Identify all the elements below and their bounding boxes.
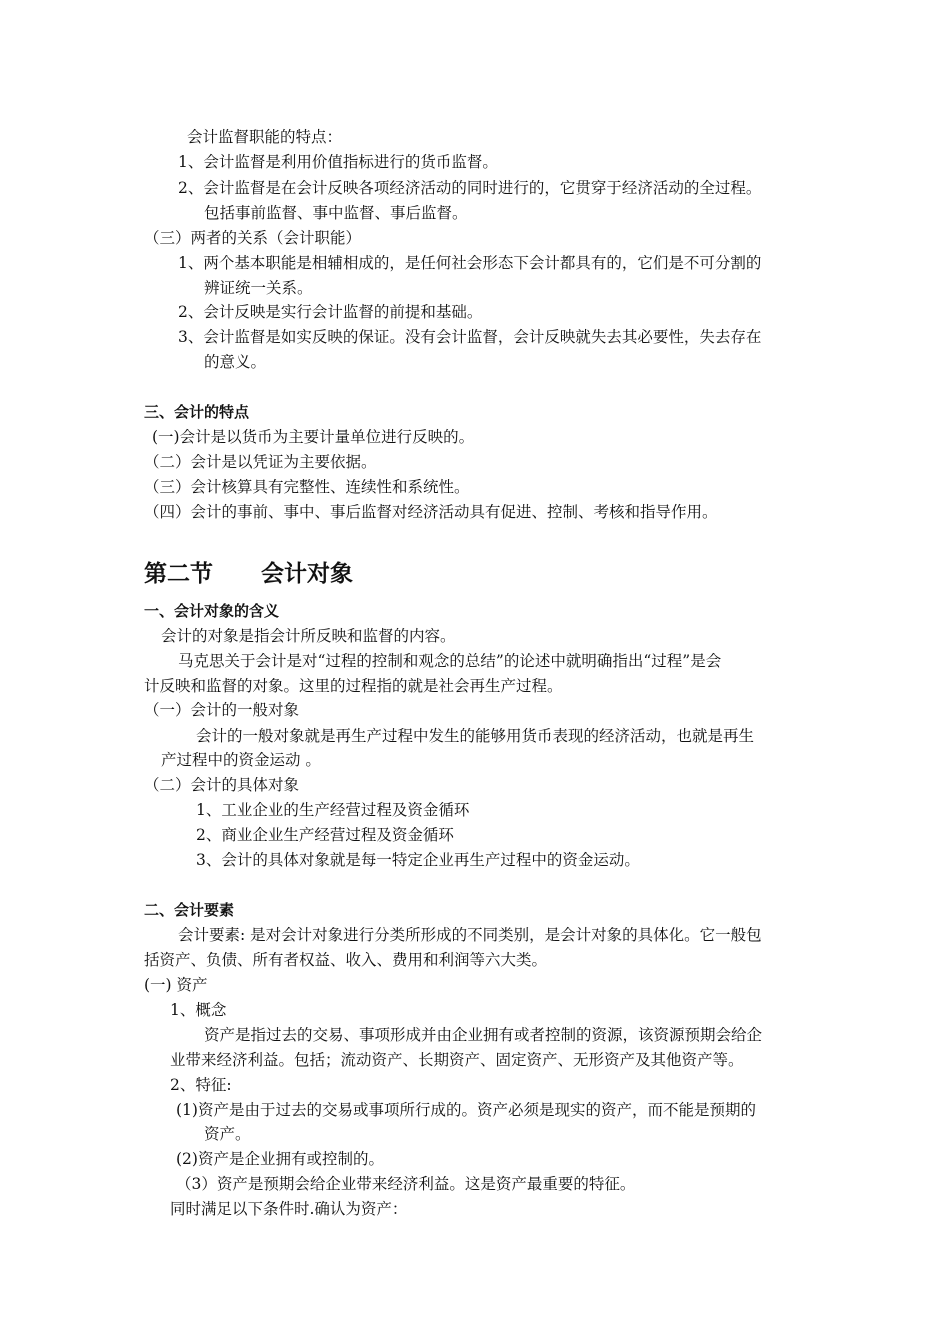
general-object-text-cont: 产过程中的资金运动 。 xyxy=(161,751,321,769)
relationship-item-1-cont: 辨证统一关系。 xyxy=(204,279,313,297)
assets-heading: (一) 资产 xyxy=(144,976,208,994)
section-number: 第二节 xyxy=(144,561,213,587)
features-item-4: （四）会计的事前、事中、事后监督对经济活动具有促进、控制、考核和指导作用。 xyxy=(144,503,718,521)
relationship-heading: （三）两者的关系（会计职能） xyxy=(144,229,362,247)
features-heading: 三、会计的特点 xyxy=(144,403,250,421)
section-title xyxy=(144,559,353,589)
features-item-1: (一)会计是以货币为主要计量单位进行反映的。 xyxy=(152,428,475,446)
object-meaning-p2: 马克思关于会计是对“过程的控制和观念的总结”的论述中就明确指出“过程”是会 xyxy=(178,652,722,670)
assets-feature-1-cont: 资产。 xyxy=(204,1125,251,1143)
object-meaning-heading: 一、会计对象的含义 xyxy=(144,602,280,620)
supervision-item-2: 2、会计监督是在会计反映各项经济活动的同时进行的，它贯穿于经济活动的全过程。 xyxy=(178,179,762,197)
features-item-3: （三）会计核算具有完整性、连续性和系统性。 xyxy=(144,478,470,496)
assets-concept-heading: 1、概念 xyxy=(170,1001,227,1019)
specific-object-heading: （二）会计的具体对象 xyxy=(144,776,300,794)
elements-p1-cont: 括资产、负债、所有者权益、收入、费用和利润等六大类。 xyxy=(144,951,548,969)
general-object-heading: （一）会计的一般对象 xyxy=(144,701,300,719)
section-name: 会计对象 xyxy=(261,561,353,587)
assets-concept-text: 资产是指过去的交易、事项形成并由企业拥有或者控制的资源，该资源预期会给企 xyxy=(204,1026,763,1044)
assets-concept-text-cont: 业带来经济利益。包括；流动资产、长期资产、固定资产、无形资产及其他资产等。 xyxy=(170,1051,744,1069)
relationship-item-2: 2、会计反映是实行会计监督的前提和基础。 xyxy=(178,303,483,321)
assets-conditions: 同时满足以下条件时.确认为资产： xyxy=(170,1200,408,1218)
specific-object-item-1: 1、工业企业的生产经营过程及资金循环 xyxy=(196,801,470,819)
general-object-text: 会计的一般对象就是再生产过程中发生的能够用货币表现的经济活动，也就是再生 xyxy=(196,727,755,745)
relationship-item-3-cont: 的意义。 xyxy=(204,353,267,371)
relationship-item-1: 1、两个基本职能是相辅相成的，是任何社会形态下会计都具有的，它们是不可分割的 xyxy=(178,254,762,272)
specific-object-item-2: 2、商业企业生产经营过程及资金循环 xyxy=(196,826,454,844)
assets-features-heading: 2、特征: xyxy=(170,1076,232,1094)
elements-p1: 会计要素: 是对会计对象进行分类所形成的不同类别，是会计对象的具体化。它一般包 xyxy=(178,926,762,944)
relationship-item-3: 3、会计监督是如实反映的保证。没有会计监督，会计反映就失去其必要性，失去存在 xyxy=(178,328,762,346)
assets-feature-3: （3）资产是预期会给企业带来经济利益。这是资产最重要的特征。 xyxy=(176,1175,636,1193)
elements-heading: 二、会计要素 xyxy=(144,901,235,919)
object-meaning-p1: 会计的对象是指会计所反映和监督的内容。 xyxy=(161,627,456,645)
assets-feature-1: (1)资产是由于过去的交易或事项所行成的。资产必须是现实的资产，而不能是预期的 xyxy=(176,1101,756,1119)
supervision-features-heading: 会计监督职能的特点： xyxy=(187,128,343,146)
supervision-item-2-cont: 包括事前监督、事中监督、事后监督。 xyxy=(204,204,468,222)
assets-feature-2: (2)资产是企业拥有或控制的。 xyxy=(176,1150,384,1168)
features-item-2: （二）会计是以凭证为主要依据。 xyxy=(144,453,377,471)
specific-object-item-3: 3、会计的具体对象就是每一特定企业再生产过程中的资金运动。 xyxy=(196,851,640,869)
object-meaning-p2-cont: 计反映和监督的对象。这里的过程指的就是社会再生产过程。 xyxy=(144,677,563,695)
supervision-item-1: 1、会计监督是利用价值指标进行的货币监督。 xyxy=(178,153,498,171)
